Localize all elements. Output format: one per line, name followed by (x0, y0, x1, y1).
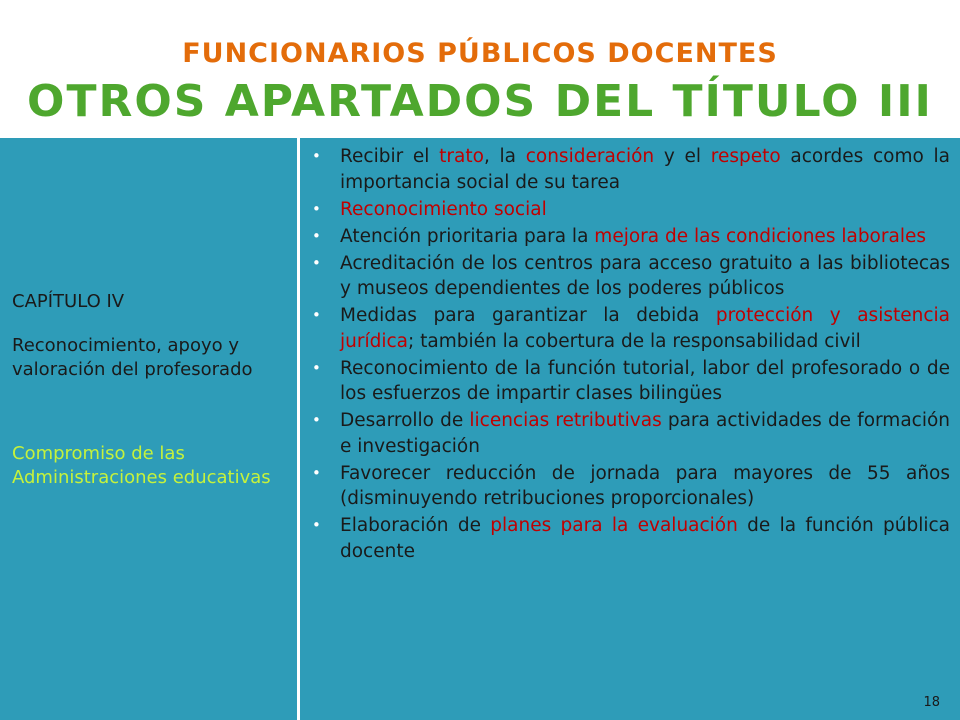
bullet-icon: • (312, 516, 321, 534)
highlighted-text: mejora de las condiciones laborales (594, 225, 926, 247)
right-column (312, 144, 950, 566)
item-text: de la función pública docente (340, 515, 950, 562)
list-item (312, 356, 950, 407)
bullet-icon: • (312, 147, 321, 165)
item-text: Acreditación de los centros para acceso gratuito a las bibliotecas y museos dependientes de los poderes públicos (340, 252, 950, 299)
content-panel (0, 138, 960, 720)
highlighted-text: protección y asistencia jurídica (340, 305, 950, 352)
bullet-icon: • (312, 411, 321, 429)
item-text: Elaboración de (340, 515, 491, 536)
item-text: Desarrollo de (340, 410, 470, 431)
highlighted-text: respeto (710, 146, 781, 167)
bullet-icon: • (312, 463, 321, 482)
list-item (312, 224, 950, 250)
list-item (312, 303, 950, 354)
list-item (312, 513, 950, 564)
chapter-heading: Reconocimiento, apoyo y valoración del profesorado (12, 335, 253, 380)
list-item (312, 408, 950, 459)
item-text: Atención prioritaria para la (340, 225, 595, 247)
list-item (312, 197, 950, 223)
item-text: y el (654, 146, 711, 167)
highlighted-text: consideración (525, 146, 655, 167)
item-text: ; también la cobertura de la responsabilidad civil (408, 330, 861, 352)
column-divider (297, 138, 300, 720)
highlighted-text: planes para la evaluación (490, 515, 738, 536)
list-item (312, 461, 950, 512)
item-text: para actividades de formación e investigación (340, 410, 951, 457)
item-text: Reconocimiento de la función tutorial, labor del profesorado o de los esfuerzos de impartir clases bilingües (340, 357, 950, 404)
item-text: Recibir el (340, 146, 440, 167)
bullet-icon: • (312, 199, 321, 218)
bullet-icon: • (312, 358, 321, 377)
item-text: Favorecer reducción de jornada para mayores de 55 años (disminuyendo retribuciones proporcionales) (340, 462, 950, 509)
bullet-icon: • (312, 306, 321, 324)
compromiso-label: Compromiso de las Administraciones educativas (12, 443, 271, 488)
bullet-icon: • (312, 226, 321, 245)
item-text: Medidas para garantizar la debida (340, 305, 716, 326)
highlighted-text: Reconocimiento social (340, 198, 547, 220)
left-column (12, 290, 292, 490)
page-number: 18 (923, 695, 940, 710)
list-item (312, 251, 950, 302)
bullet-icon: • (312, 253, 321, 272)
highlighted-text: trato (439, 146, 484, 167)
item-text: acordes como la importancia social de su tarea (340, 146, 950, 193)
measures-list (312, 144, 950, 564)
item-text: , la (483, 146, 526, 167)
slide-supertitle: FUNCIONARIOS PÚBLICOS DOCENTES (182, 38, 778, 69)
title-area (0, 0, 960, 138)
list-item (312, 144, 950, 195)
highlighted-text: licencias retributivas (469, 410, 662, 431)
slide-title: OTROS APARTADOS DEL TÍTULO III (27, 76, 933, 127)
chapter-label: CAPÍTULO IV (12, 291, 125, 312)
